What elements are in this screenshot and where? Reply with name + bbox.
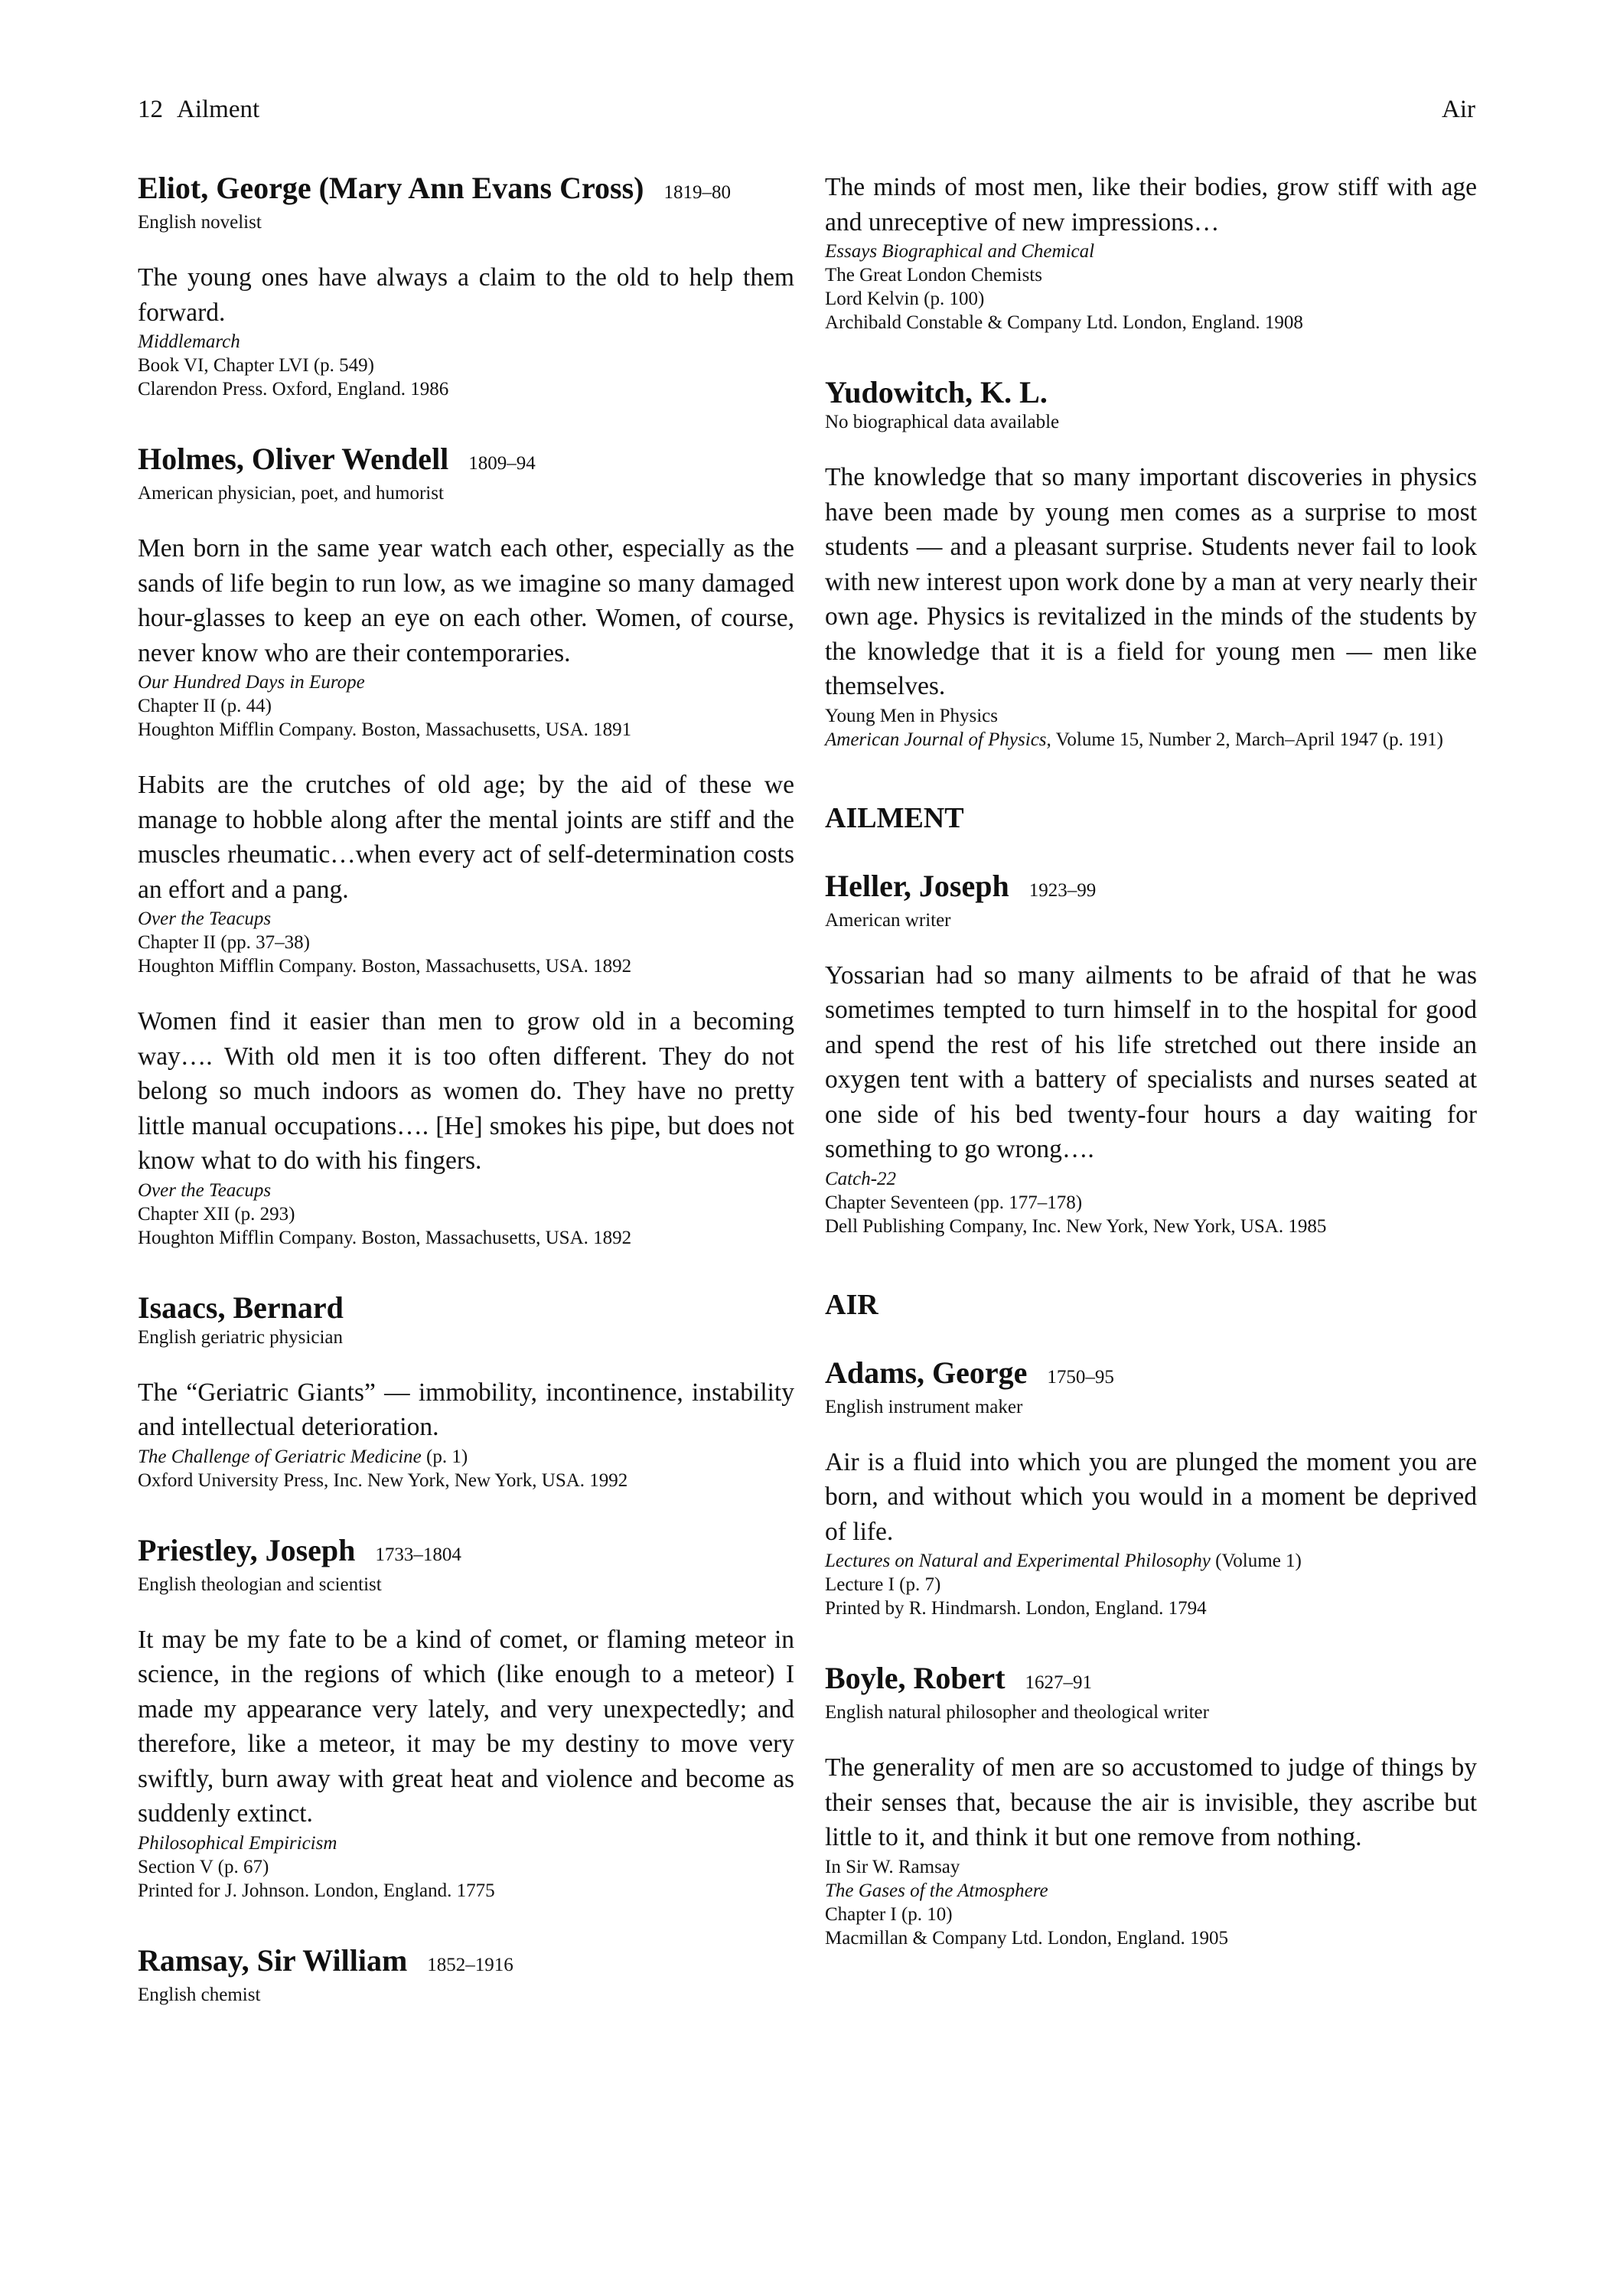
author-dates: 1750–95 [1047,1366,1114,1388]
citation-source [825,728,1477,752]
citation-line: Houghton Mifflin Company. Boston, Massachusetts, USA. 1892 [138,1227,632,1248]
citation-source [825,1879,1477,1903]
quote-text: The young ones have always a claim to the old to help them forward. [138,263,794,327]
source-title: Philosophical Empiricism [138,1832,337,1854]
source-title: Over the Teacups [138,908,272,929]
author-heading [138,170,794,211]
running-head-left-word: Ailment [177,96,260,123]
citation-source [825,1549,1477,1573]
running-head-left [138,96,259,124]
page-number: 12 [138,96,163,123]
source-suffix: , Volume 15, Number 2, March–April 1947 (p. 191) [1046,729,1443,750]
citation-line: Printed for J. Johnson. London, England. 1775 [138,1880,495,1901]
quote-block [138,1004,794,1250]
author-heading [138,1942,794,1984]
author-entry [138,1290,794,1492]
citation-source [138,1831,794,1855]
quote-block [825,170,1477,334]
source-suffix: (p. 1) [421,1446,468,1467]
author-name: Adams, George [825,1355,1028,1390]
author-name: Priestley, Joseph [138,1532,356,1567]
citation-source [138,1179,794,1202]
citation-line: The Great London Chemists [825,265,1042,285]
quote-text: Men born in the same year watch each other, especially as the sands of life begin to run low, as we imagine so many damaged hour-glasses to keep an eye on each other. Women, of course, never know who are their contemporaries. [138,534,794,667]
source-title: The Challenge of Geriatric Medicine [138,1446,422,1467]
citation-source [825,240,1477,263]
quote-text: Air is a fluid into which you are plunged the moment you are born, and without which you would in a moment be deprived of life. [825,1447,1477,1546]
citation-line: Chapter XII (p. 293) [138,1203,295,1225]
citation-line: Section V (p. 67) [138,1856,269,1877]
citation-line: Houghton Mifflin Company. Boston, Massachusetts, USA. 1891 [138,719,632,740]
citation-line: Chapter II (pp. 37–38) [138,932,310,953]
quote-block [825,1750,1477,1950]
author-dates: 1923–99 [1028,879,1097,901]
author-heading [825,1355,1477,1396]
citation-line: Chapter Seventeen (pp. 177–178) [825,1192,1083,1213]
source-title: Lectures on Natural and Experimental Philosophy [825,1551,1211,1571]
author-heading [825,1660,1477,1701]
citation-source [138,1445,794,1469]
running-head [138,96,1475,124]
author-description: English chemist [138,1984,261,2005]
author-entry [138,170,794,401]
author-dates: 1809–94 [468,453,536,474]
author-name: Heller, Joseph [825,868,1009,903]
author-entry [138,1532,794,1903]
running-head-right-word: Air [1442,96,1475,123]
citation-source [138,670,794,694]
quote-block [138,1375,794,1492]
author-heading [825,868,1477,909]
author-name: Boyle, Robert [825,1661,1006,1695]
citation-line: Printed by R. Hindmarsh. London, England. 1794 [825,1598,1207,1619]
author-name: Yudowitch, K. L. [825,375,1048,409]
author-entry [825,374,1477,752]
author-dates: 1819–80 [663,182,731,203]
right-column [825,170,1477,1990]
source-title: Middlemarch [138,331,240,352]
quote-text: The knowledge that so many important discoveries in physics have been made by young men comes as a surprise to most students — and a pleasant surprise. Students never fail to look with new interest upon work done by a man at very nearly their own age. Physics is revitalized in the minds of the students by the knowledge that it is a field for young men — men like themselves. [825,463,1477,700]
citation-line: Houghton Mifflin Company. Boston, Massachusetts, USA. 1892 [138,956,632,977]
citation-line: Dell Publishing Company, Inc. New York, New York, USA. 1985 [825,1215,1327,1237]
citation-line: Archibald Constable & Company Ltd. London, England. 1908 [825,312,1303,333]
author-dates: 1733–1804 [375,1544,461,1565]
citation-line: Clarendon Press. Oxford, England. 1986 [138,379,449,400]
citation-line: Chapter II (p. 44) [138,696,272,716]
source-title: American Journal of Physics [825,729,1047,750]
author-entry [825,1355,1477,1621]
source-suffix: (Volume 1) [1210,1551,1302,1571]
author-dates: 1852–1916 [427,1954,513,1975]
citation-line: In Sir W. Ramsay [825,1856,960,1877]
quote-block [825,958,1477,1238]
citation-source [138,907,794,931]
author-description: English instrument maker [825,1396,1023,1417]
source-title: The Gases of the Atmosphere [825,1880,1048,1901]
citation-line: Chapter I (p. 10) [825,1903,953,1925]
author-name: Holmes, Oliver Wendell [138,442,449,476]
citation-line: Lecture I (p. 7) [825,1574,941,1595]
citation-line: Macmillan & Company Ltd. London, England. 1905 [825,1927,1229,1949]
author-description: English theologian and scientist [138,1574,382,1595]
author-entry [825,868,1477,1238]
author-description: English natural philosopher and theological writer [825,1702,1209,1723]
left-column [138,170,794,2047]
citation-source [138,330,794,354]
author-description: English geriatric physician [138,1326,343,1348]
quote-text: The minds of most men, like their bodies, grow stiff with age and unreceptive of new impressions… [825,173,1477,236]
source-title: Catch-22 [825,1168,897,1189]
author-name: Ramsay, Sir William [138,1942,408,1978]
author-entry [138,441,794,1250]
author-description: No biographical data available [825,412,1060,432]
quote-block [825,1445,1477,1621]
section-heading: AILMENT [825,801,964,834]
quote-block [138,1623,794,1903]
author-description: English novelist [138,212,262,233]
quote-block [138,260,794,401]
author-heading [825,374,1477,411]
source-title: Over the Teacups [138,1179,272,1201]
quote-text: Women find it easier than men to grow old in a becoming way…. With old men it is too often different. They do not belong so much indoors as women do. They have no pretty little manual occupations…. [He] smokes his pipe, but does not know what to do with his fingers. [138,1007,794,1175]
author-description: American physician, poet, and humorist [138,483,444,504]
quote-text: It may be my fate to be a kind of comet, or flaming meteor in science, in the regions of which (like enough to a meteor) I made my appearance very lately, and very unexpectedly; and therefore, like a meteor, it may be my destiny to move very swiftly, burn away with great heat and violence and become as suddenly extinct. [138,1625,794,1828]
source-title: Essays Biographical and Chemical [825,241,1095,262]
quote-block [138,531,794,742]
author-heading [138,1532,794,1574]
author-description: American writer [825,909,951,931]
quote-block [825,460,1477,752]
author-dates: 1627–91 [1025,1672,1093,1693]
citation-line: Book VI, Chapter LVI (p. 549) [138,355,374,376]
citation-source [825,1167,1477,1191]
author-entry [138,1942,794,2007]
author-heading [138,441,794,482]
author-heading [138,1290,794,1326]
citation-line: Oxford University Press, Inc. New York, New York, USA. 1992 [138,1469,628,1491]
quote-block [138,768,794,978]
author-name: Eliot, George (Mary Ann Evans Cross) [138,171,644,205]
quote-text: The generality of men are so accustomed to judge of things by their senses that, because the air is invisible, they ascribe but little to it, and think it but one remove from nothing. [825,1753,1477,1851]
citation-line: Young Men in Physics [825,705,998,726]
author-name: Isaacs, Bernard [138,1290,344,1325]
citation-line: Lord Kelvin (p. 100) [825,289,985,309]
quote-text: Habits are the crutches of old age; by the aid of these we manage to hobble along after the mental joints are stiff and the muscles rheumatic…when every act of self-determination costs an effort and a pang. [138,771,794,904]
author-entry [825,1660,1477,1950]
section-heading: AIR [825,1288,878,1321]
quote-text: Yossarian had so many ailments to be afraid of that he was sometimes tempted to turn himself in to the hospital for good and spend the rest of his life stretched out there inside an oxygen tent with a battery of specialists and nurses seated at one side of his bed twenty-four hours a day waiting for something to go wrong…. [825,960,1477,1163]
source-title: Our Hundred Days in Europe [138,672,365,693]
quote-text: The “Geriatric Giants” — immobility, incontinence, instability and intellectual deterioration. [138,1378,794,1441]
